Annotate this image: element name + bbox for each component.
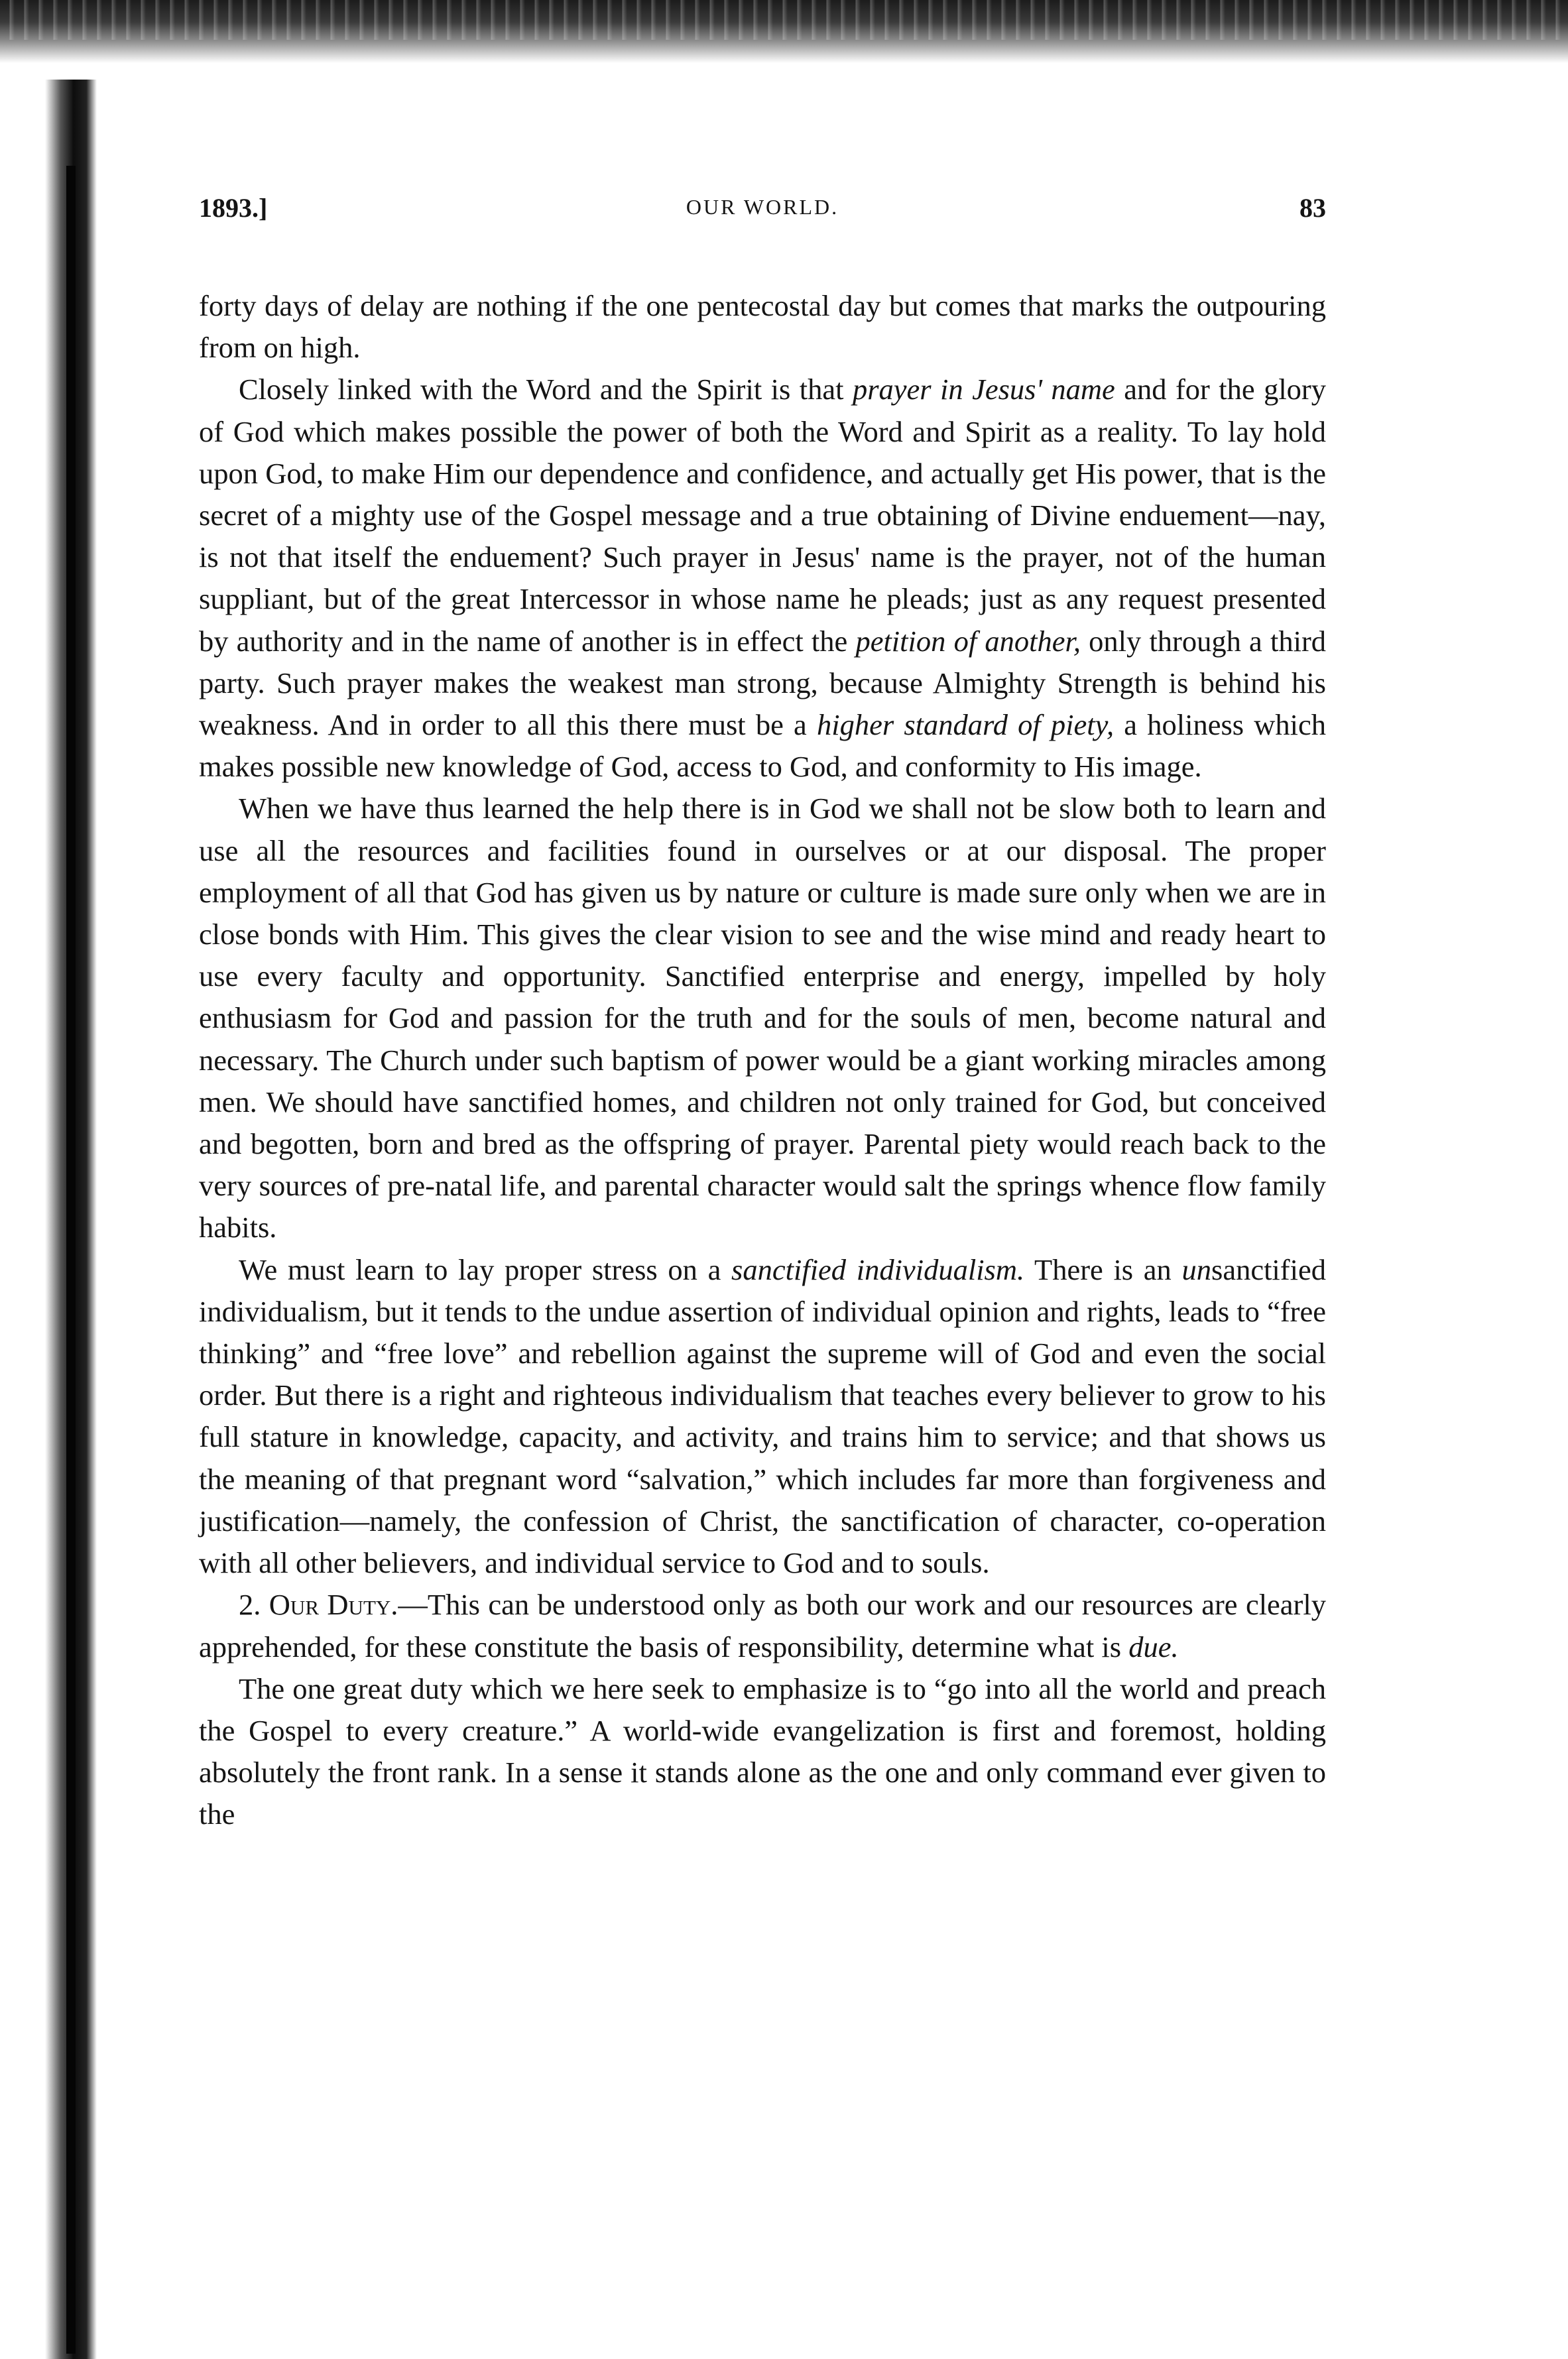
scan-gutter-line [66, 166, 76, 2354]
section-heading: Our Duty. [269, 1588, 398, 1622]
italic-text: un [1181, 1252, 1211, 1286]
paragraph-text: —This can be understood only as both our work and our resources are clearly apprehended, for these constitute the basis of responsibility, determine what is [199, 1588, 1326, 1663]
running-head-year: 1893.] [199, 193, 268, 223]
italic-text: sanctified individualism. [731, 1252, 1025, 1286]
paragraph-text: Closely linked with the Word and the Spirit is that [239, 373, 853, 406]
body-text [199, 285, 1326, 1836]
paragraph-text: 2. [239, 1588, 269, 1622]
italic-text: prayer in Jesus' name [852, 373, 1115, 406]
italic-text: due. [1128, 1630, 1179, 1663]
running-head-title: OUR WORLD. [686, 195, 839, 219]
paragraph-text: a holiness which makes possible new knowledge of God, access to God, and conformity to His image. [199, 708, 1327, 784]
paragraph-text: only through a third party. Such prayer makes the weakest man strong, because Almighty Strength is behind his weakness. And in order to all this there must be a [199, 624, 1327, 742]
paragraph-text: forty days of delay are nothing if the one pentecostal day but comes that marks the outpouring from on high. [199, 289, 1326, 365]
paragraph [199, 285, 1326, 369]
paragraph [199, 788, 1326, 1248]
paragraph-text: There is an [1024, 1252, 1182, 1286]
paragraph-text: The one great duty which we here seek to emphasize is to “go into all the world and preach the Gospel to every creature.” A world-wide evangelization is first and foremost, holding absolutely the front rank. In a sense it stands alone as the one and only command ever given to the [199, 1671, 1326, 1831]
italic-text: petition of another, [855, 624, 1081, 658]
paragraph [199, 1584, 1326, 1667]
paragraph [199, 1249, 1326, 1585]
paragraph-text: sanctified individualism, but it tends to the undue assertion of individual opinion and rights, leads to “free thinking” and “free love” and rebellion against the supreme will of God and even the social order. But there is a right and righteous individualism that teaches every believer to grow to his full stature in knowledge, capacity, and activity, and trains him to service; and that shows us the meaning of that pregnant word “salvation,” which includes far more than forgiveness and justification—namely, the confession of Christ, the sanctification of character, co-operation with all other believers, and individual service to God and to souls. [199, 1252, 1326, 1580]
paragraph-text: We must learn to lay proper stress on a [239, 1252, 732, 1286]
paragraph [199, 1668, 1326, 1836]
paragraph [199, 369, 1326, 788]
paragraph-text: and for the glory of God which makes possible the power of both the Word and Spirit as a reality. To lay hold upon God, to make Him our dependence and confidence, and actually get His power, that is the secret of a mighty use of the Gospel message and a true obtaining of Divine enduement—nay, is not that itself the enduement? Such prayer in Jesus' name is the prayer, not of the human suppliant, but of the great Intercessor in whose name he pleads; just as any request presented by authority and in the name of another is in effect the [199, 373, 1326, 658]
page-number: 83 [1299, 193, 1326, 223]
book-page [199, 192, 1326, 1836]
scan-top-edge [0, 0, 1568, 63]
paragraph-text: When we have thus learned the help there is in God we shall not be slow both to learn and use all the resources and facilities found in ourselves or at our disposal. The proper employment of all that God has given us by nature or culture is made sure only when we are in close bonds with Him. This gives the clear vision to see and the wise mind and ready heart to use every faculty and opportunity. Sanctified enterprise and energy, impelled by holy enthusiasm for God and passion for the truth and for the souls of men, become natural and necessary. The Church under such baptism of power would be a giant working miracles among men. We should have sanctified homes, and children not only trained for God, but conceived and begotten, born and bred as the offspring of prayer. Parental piety would reach back to the very sources of pre-natal life, and parental character would salt the springs whence flow family habits. [199, 792, 1326, 1244]
running-head [199, 192, 1326, 232]
italic-text: higher standard of piety, [816, 708, 1115, 742]
